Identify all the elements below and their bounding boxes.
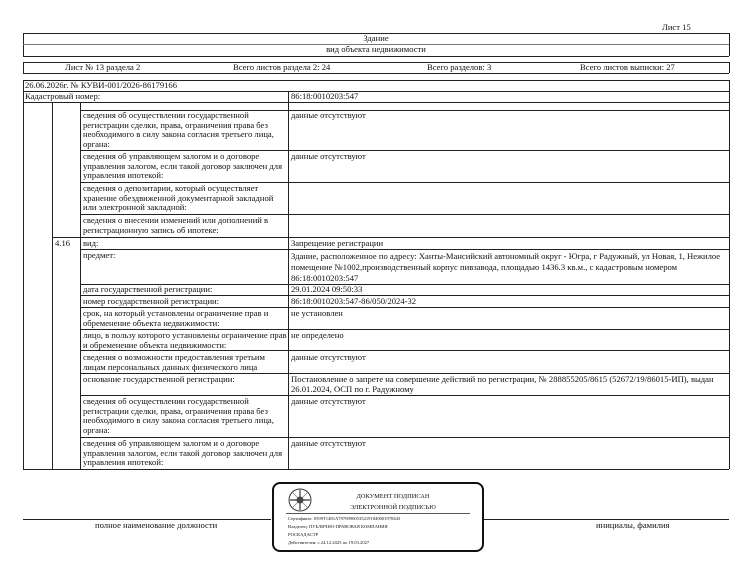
row-label: сведения о внесении изменений или дополнений в регистрационную запись об ипотеке: [83,215,269,235]
row-value: данные отсутствуют [291,352,366,362]
stamp-line2: ЭЛЕКТРОННОЙ ПОДПИСЬЮ [350,504,436,511]
row-label: дата государственной регистрации: [83,284,213,294]
total-sections: Всего разделов: 3 [427,62,492,72]
row-value: 86:18:0010203:547-86/050/2024-32 [291,296,417,306]
row-value: 29.01.2024 09:50:33 [291,284,363,294]
date-number: 26.06.2026г. № КУВИ-001/2026-86179166 [25,80,178,90]
stamp-owner: Владелец: ПУБЛИЧНО-ПРАВОВАЯ КОМПАНИЯ [288,524,388,529]
row-label: сведения о депозитарии, который осуществляет хранение обездвиженной документарной закладной или электронной закладной: [83,183,274,213]
row-value: данные отсутствуют [291,110,366,120]
cadastral-value: 86:18:0010203:547 [291,91,359,101]
row-label: сведения об управляющем залогом и о договоре управления залогом, если такой договор заключен для управления ипотекой: [83,438,283,468]
row-label: вид: [83,238,99,248]
row-value: Здание, расположенное по адресу: Ханты-Мансийский автономный округ - Югра, г Радужный, ул Новая, 1, Нежилое помещение №1002,производственный корпус пивзавода, площадью 1436.3 кв.м., с кадастровым номером 86:18:0010203:547 [291,251,721,283]
row-label: сведения об осуществлении государственной регистрации сделки, права, ограничения права без необходимого в силу закона согласия третьего лица, органа: [83,110,274,149]
row-label: сведения о возможности предоставления третьим лицам персональных данных физического лица [83,352,265,372]
row-label: лицо, в пользу которого установлены ограничение прав и обременение объекта недвижимости: [83,330,287,350]
stamp-valid: Действителен: с 24.12.2025 по 19.03.2027 [288,540,370,545]
row-value: не определено [291,330,344,340]
sheet-of-section: Лист № 13 раздела 2 [65,62,141,72]
row-value: данные отсутствуют [291,151,366,161]
row-value: Постановление о запрете на совершение действий по регистрации, № 288855205/8615 (52672/19/86015-ИП), выдан 26.01.2024, ОСП по г. Радужному [291,374,714,394]
sheet-number: Лист 15 [662,22,691,32]
stamp-owner-org: РОСКАДАСТР [288,532,319,537]
signature-stamp [272,482,484,552]
total-sheets-extract: Всего листов выписки: 27 [580,62,675,72]
object-title: Здание [363,33,389,43]
stamp-line1: ДОКУМЕНТ ПОДПИСАН [356,493,430,500]
row-number: 4.16 [55,238,71,248]
row-label: срок, на который установлены ограничение прав и обременение объекта недвижимости: [83,308,269,328]
stamp-cert: Сертификат: 0599T1481A797699005352191840001978443 [288,516,401,521]
row-label: сведения об управляющем залогом и о договоре управления залогом, если такой договор заключен для управления ипотекой: [83,151,283,181]
cadastral-label: Кадастровый номер: [25,91,101,101]
row-label: основание государственной регистрации: [83,374,235,384]
row-value: не установлен [291,308,343,318]
object-subtitle: вид объекта недвижимости [326,44,426,54]
total-sheets-section: Всего листов раздела 2: 24 [233,62,331,72]
row-value: Запрещение регистрации [291,238,384,248]
position-label: полное наименование должности [95,520,218,530]
row-value: данные отсутствуют [291,396,366,406]
row-label: предмет: [83,250,116,260]
emblem-icon [288,488,312,512]
row-label: сведения об осуществлении государственной регистрации сделки, права, ограничения права без необходимого в силу закона согласия третьего лица, органа: [83,396,274,435]
name-label: инициалы, фамилия [596,520,670,530]
row-label: номер государственной регистрации: [83,296,220,306]
row-value: данные отсутствуют [291,438,366,448]
